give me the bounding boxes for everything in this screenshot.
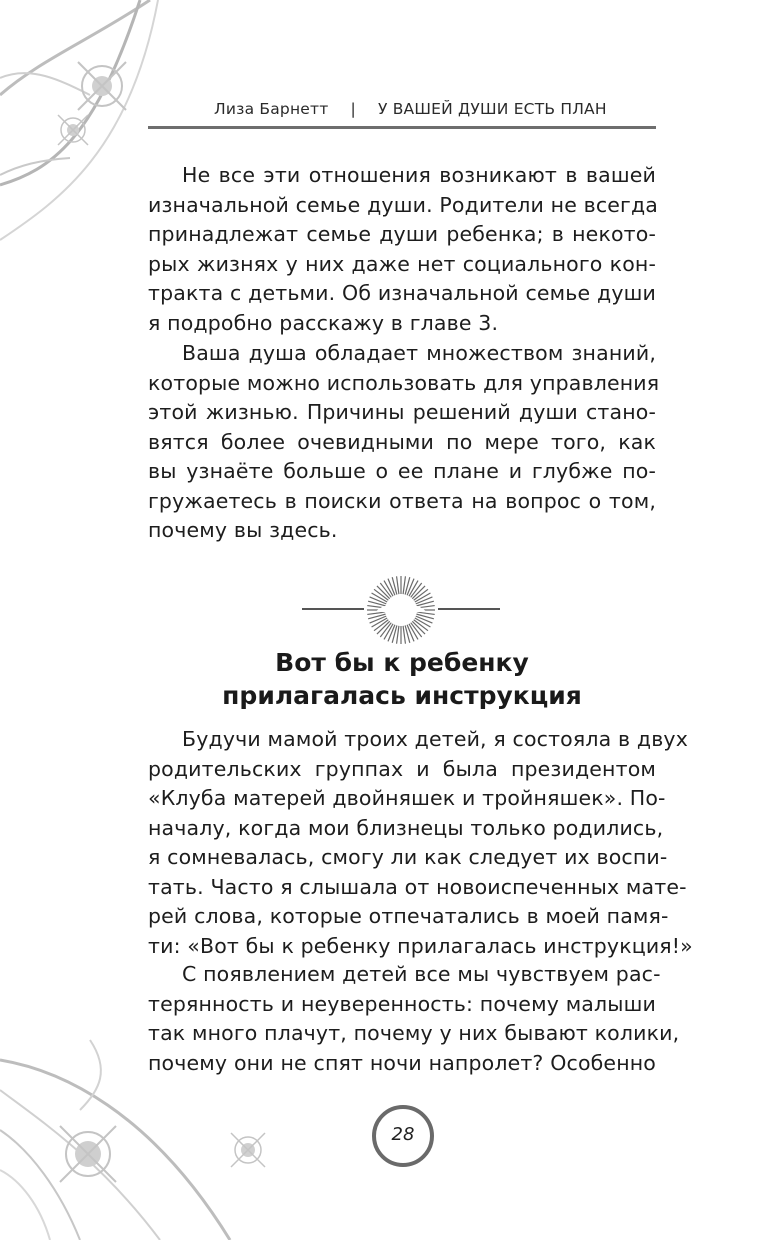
sunburst-ray <box>397 626 399 644</box>
text-line: изначальной семье души. Родители не всегда <box>148 192 659 217</box>
text-line: С появлением детей все мы чувствуем рас- <box>182 962 661 986</box>
text-line: почему они не спят ночи напролет? Особенно <box>148 1050 656 1075</box>
text-line: «Клуба матерей двойняшек и тройняшек». По- <box>148 786 666 810</box>
text-line: тать. Часто я слышала от новоиспеченных мате- <box>148 874 687 899</box>
text-line: рей слова, которые отпечатались в моей памя- <box>148 904 669 928</box>
sunburst-ray <box>403 626 405 644</box>
text-line: которые можно использовать для управления <box>148 370 660 395</box>
dove-sunburst-icon <box>302 574 500 644</box>
text-line: так много плачут, почему у них бывают колики, <box>148 1021 680 1045</box>
running-header-text <box>214 100 607 118</box>
sparkle-icon <box>228 1130 268 1170</box>
sparkle-icon <box>74 58 130 114</box>
section-heading-line-2: прилагалась инструкция <box>222 681 582 710</box>
paragraph-2 <box>148 339 660 546</box>
text-line: почему вы здесь. <box>148 518 338 542</box>
text-line: вятся более очевидными по мере того, как <box>148 429 656 454</box>
text-line: гружаетесь в поиски ответа на вопрос о том, <box>148 488 656 513</box>
running-header <box>148 98 656 129</box>
text-line: этой жизнью. Причины решений души стано- <box>148 400 656 424</box>
header-book-title: У ВАШЕЙ ДУШИ ЕСТЬ ПЛАН <box>377 100 607 118</box>
text-line: Будучи мамой троих детей, я состояла в двух <box>182 727 688 751</box>
paragraph-3 <box>148 725 693 961</box>
text-line: Не все эти отношения возникают в вашей <box>182 163 656 187</box>
text-line: ти: «Вот бы к ребенку прилагалась инструкция!» <box>148 933 693 958</box>
text-line: я сомневалась, смогу ли как следует их воспи- <box>148 845 668 869</box>
text-line: рых жизнях у них даже нет социального кон- <box>148 251 656 276</box>
text-line: началу, когда мои близнецы только родились, <box>148 815 664 840</box>
paragraph-4 <box>148 960 680 1078</box>
sunburst-ray <box>403 576 405 594</box>
section-heading-line-1: Вот бы к ребенку <box>275 648 529 677</box>
header-separator: | <box>350 100 356 118</box>
text-line: терянность и неуверенность: почему малыши <box>148 991 656 1016</box>
text-line: вы узнаёте больше о ее плане и глубже по- <box>148 459 656 483</box>
text-line: я подробно расскажу в главе 3. <box>148 310 499 335</box>
text-line: родительских группах и была президентом <box>148 756 656 781</box>
sparkle-icon <box>56 1122 120 1186</box>
sparkle-icon <box>55 112 91 148</box>
text-line: принадлежат семье души ребенка; в некото- <box>148 222 656 246</box>
header-author: Лиза Барнетт <box>214 100 329 118</box>
paragraph-1 <box>148 161 659 338</box>
text-line: тракта с детьми. Об изначальной семье души <box>148 281 656 305</box>
sunburst-ray <box>397 576 399 594</box>
text-line: Ваша душа обладает множеством знаний, <box>182 341 656 365</box>
section-heading <box>148 646 656 712</box>
page-number: 28 <box>391 1124 415 1145</box>
